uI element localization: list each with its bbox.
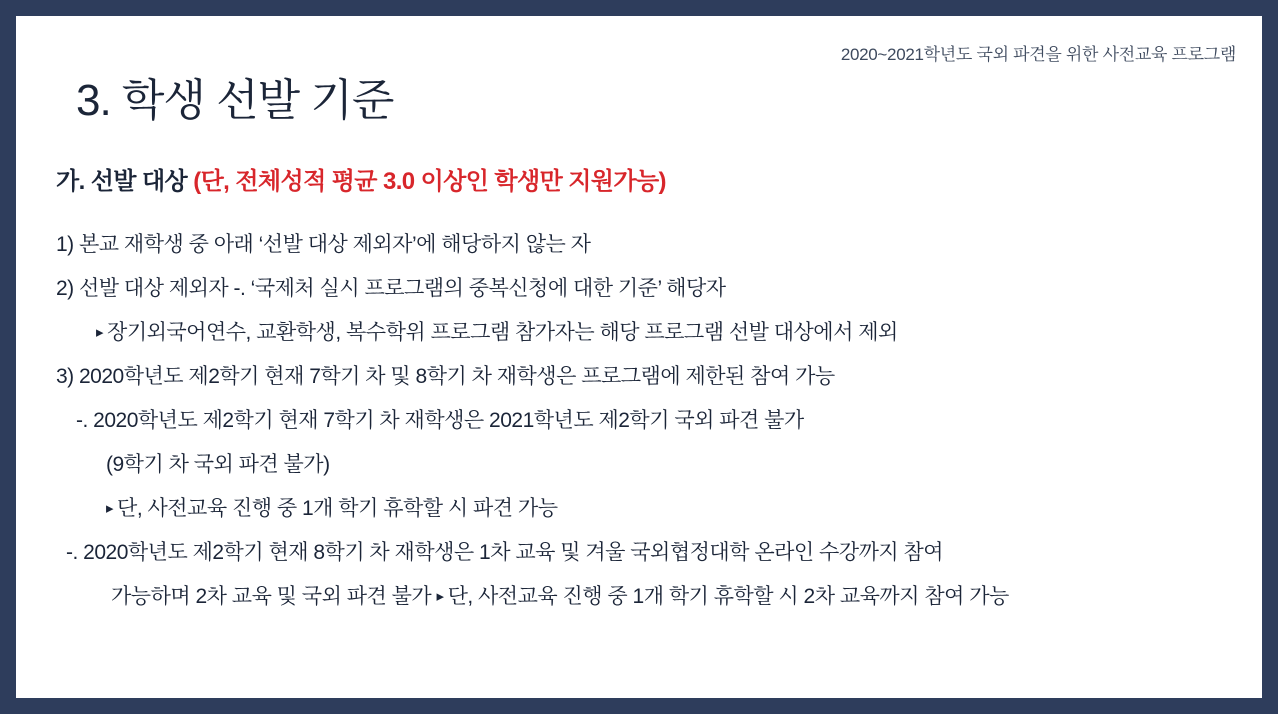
list-item-text: -. 2020학년도 제2학기 현재 7학기 차 재학생은 2021학년도 제2학기 국외 파견 불가 — [76, 409, 804, 432]
section-heading-label: 가. 선발 대상 — [56, 168, 194, 195]
section-heading-accent: (단, 전체성적 평균 3.0 이상인 학생만 지원가능) — [193, 168, 666, 195]
list-item-text: 장기외국어연수, 교환학생, 복수학위 프로그램 참가자는 해당 프로그램 선발 대상에서 제외 — [107, 321, 898, 344]
list-item — [56, 366, 1236, 387]
list-item — [56, 410, 1236, 431]
triangle-bullet-icon: ▸ — [96, 324, 104, 341]
list-item — [56, 542, 1236, 563]
list-item — [56, 454, 1236, 475]
list-item-text: -. 2020학년도 제2학기 현재 8학기 차 재학생은 1차 교육 및 겨울 국외협정대학 온라인 수강까지 참여 — [66, 541, 944, 564]
page-title: 3. 학생 선발 기준 — [76, 76, 394, 125]
list-item-text: 가능하며 2차 교육 및 국외 파견 불가 — [111, 585, 437, 608]
slide-canvas — [16, 16, 1262, 698]
list-item — [56, 322, 1236, 343]
triangle-bullet-icon: ▸ — [106, 500, 114, 517]
list-item-text: 2) 선발 대상 제외자 -. ‘국제처 실시 프로그램의 중복신청에 대한 기준’ 해당자 — [56, 277, 726, 300]
header-note: 2020~2021학년도 국외 파견을 위한 사전교육 프로그램 — [840, 45, 1236, 64]
section-heading — [56, 161, 666, 196]
list-item — [56, 498, 1236, 519]
list-item — [56, 234, 1236, 255]
list-item — [56, 278, 1236, 299]
list-item — [56, 586, 1236, 607]
list-item-text: 1) 본교 재학생 중 아래 ‘선발 대상 제외자’에 해당하지 않는 자 — [56, 233, 591, 256]
list-item-text: 단, 사전교육 진행 중 1개 학기 휴학할 시 파견 가능 — [117, 497, 558, 520]
body-content — [56, 234, 1236, 627]
list-item-text: (9학기 차 국외 파견 불가) — [106, 453, 330, 476]
list-item-text: 3) 2020학년도 제2학기 현재 7학기 차 및 8학기 차 재학생은 프로그램에 제한된 참여 가능 — [56, 365, 835, 388]
triangle-bullet-icon: ▸ — [436, 588, 444, 605]
list-item-text-continued: 단, 사전교육 진행 중 1개 학기 휴학할 시 2차 교육까지 참여 가능 — [447, 585, 1009, 608]
